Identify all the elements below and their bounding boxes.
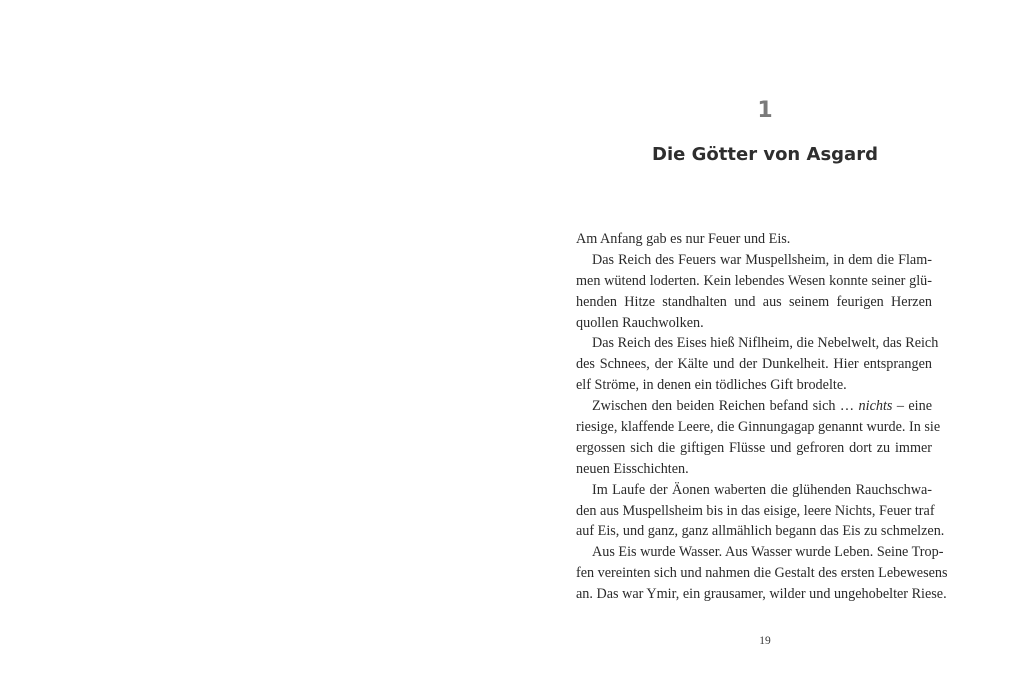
text-line: fen vereinten sich und nahmen die Gestalt des ersten Lebewesens xyxy=(576,565,948,582)
text-line-before: Zwischen den beiden Reichen befand sich … xyxy=(592,398,859,415)
text-line: auf Eis, und ganz, ganz allmählich begann das Eis zu schmelzen. xyxy=(576,523,945,540)
text-line: den aus Muspellsheim bis in das eisige, leere Nichts, Feuer traf xyxy=(576,502,935,519)
text-line: Aus Eis wurde Wasser. Aus Wasser wurde Leben. Seine Trop- xyxy=(592,544,944,561)
text-line: des Schnees, der Kälte und der Dunkelheit. Hier entsprangen xyxy=(576,356,932,373)
text-line: men wütend loderten. Kein lebendes Wesen konnte seiner glü- xyxy=(576,272,932,289)
text-line: neuen Eisschichten. xyxy=(576,460,689,477)
page-number: 19 xyxy=(759,635,771,647)
text-line: riesige, klaffende Leere, die Ginnungagap genannt wurde. In sie xyxy=(576,419,941,436)
text-line: ergossen sich die giftigen Flüsse und gefroren dort zu immer xyxy=(576,439,932,456)
text-line-after: – eine xyxy=(892,398,932,415)
text-line xyxy=(576,396,932,417)
emphasis-nichts: nichts xyxy=(858,398,893,415)
chapter-number: 1 xyxy=(757,98,773,123)
text-line: quollen Rauchwolken. xyxy=(576,314,704,331)
text-line: henden Hitze standhalten und aus seinem feurigen Herzen xyxy=(576,293,932,310)
text-line: an. Das war Ymir, ein grausamer, wilder und ungehobelter Riese. xyxy=(576,586,947,603)
text-line: Das Reich des Feuers war Muspellsheim, in dem die Flam- xyxy=(592,251,932,268)
chapter-title: Die Götter von Asgard xyxy=(652,144,878,165)
right-page xyxy=(510,0,1020,691)
text-line: elf Ströme, in denen ein tödliches Gift brodelte. xyxy=(576,377,847,394)
text-line: Im Laufe der Äonen waberten die glühenden Rauchschwa- xyxy=(592,481,932,498)
text-line: Das Reich des Eises hieß Niflheim, die Nebelwelt, das Reich xyxy=(592,335,939,352)
body-text xyxy=(576,229,948,605)
text-line: Am Anfang gab es nur Feuer und Eis. xyxy=(576,231,791,247)
